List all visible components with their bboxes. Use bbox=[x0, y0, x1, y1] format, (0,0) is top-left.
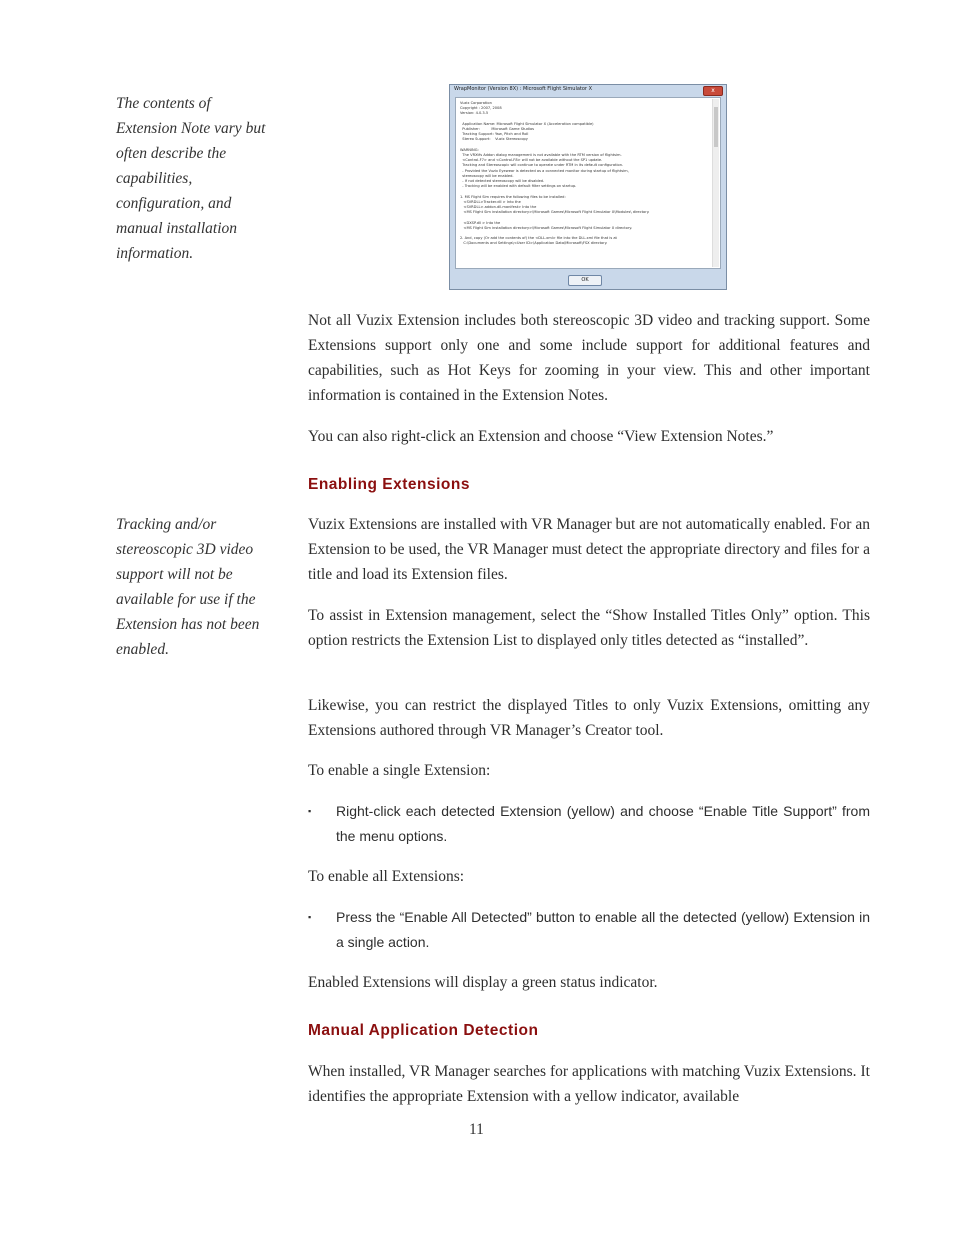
paragraph-installed-not-enabled: Vuzix Extensions are installed with VR Manager but are not automatically enabled. For an Extension to be used, the VR Manager must detect the appropriate directory and files for a title and load its Extension files. bbox=[308, 516, 870, 583]
ok-button: OK bbox=[568, 275, 602, 286]
paragraph-green-indicator: Enabled Extensions will display a green status indicator. bbox=[308, 974, 658, 991]
dialog-scrollbar bbox=[712, 99, 719, 267]
paragraph-vr-manager-search: When installed, VR Manager searches for applications with matching Vuzix Extensions. It identifies the appropriate Extension with a yellow indicator, available bbox=[308, 1063, 870, 1105]
scrollbar-thumb bbox=[714, 107, 718, 147]
paragraph-enable-single: To enable a single Extension: bbox=[308, 762, 491, 779]
side-note-tracking: Tracking and/or stereoscopic 3D video support will not be available for use if the Extension has not been enabled. bbox=[116, 516, 260, 658]
side-note-extension-notes: The contents of Extension Note vary but often describe the capabilities, configuration, and manual installation information. bbox=[116, 95, 266, 262]
paragraph-restrict-titles: Likewise, you can restrict the displayed Titles to only Vuzix Extensions, omitting any Extensions authored through VR Manager’s Creator tool. bbox=[308, 697, 870, 739]
dialog-title: WrapMonitor (Version 8X) : Microsoft Flight Simulator X bbox=[454, 86, 592, 92]
bullet-text: Press the “Enable All Detected” button to enable all the detected (yellow) Extension in a single action. bbox=[336, 909, 870, 950]
page-number: 11 bbox=[469, 1121, 484, 1138]
bullet-enable-single bbox=[308, 799, 870, 849]
bullet-marker: ▪ bbox=[308, 912, 312, 922]
bullet-enable-all bbox=[308, 905, 870, 955]
bullet-text: Right-click each detected Extension (yellow) and choose “Enable Title Support” from the menu options. bbox=[336, 803, 870, 844]
dialog-notes-text: Vuzix Corporation Copyright : 2007, 2008 Version: 4.0.3.5 Application Name: Microsoft Flight Simulator X (Acceleration compatible) Publisher: Microsoft Game Studios Tracking Support: Yaw, Pitch and Roll Stereo Support: Vuzix Stereoscopy WARNING: The VRXtfs Addon dialog management is not available with the RTM version of flightsim. <Control-F7> and <Control-F8> will not be available without the SP1 update. Tracking and Stereoscopic will continue to operate under RTM in its default configuration. - Provided the Vuzix Eyewear is detected as a connected monitor during startup of flightsim, stereoscopy will be enabled. - If not detected stereoscopy will be disabled. - Tracking will be enabled with default filter settings on startup. 1. MS Flight Sim requires the following files to be installed: <SVRDLL>Tracker.dll > Into the <SVRDLL>.addon.dll.manifest> Into the <MS Flight Sim installation directory>\Microsoft Games\Microsoft Flight Simulator X\Modules\ directory. <DXSP.dll > Into the <MS Flight Sim installation directory>\Microsoft Games\Microsoft Flight Simulator X directory. 2. And, copy (Or add the contents of) the <DLL.xml> file into the DLL.xml file that is at C:\Documents and Settings\<User ID>\Application Data\Microsoft\FSX directory. bbox=[460, 101, 650, 246]
dialog-body bbox=[455, 97, 721, 269]
extension-notes-dialog-screenshot bbox=[449, 84, 727, 290]
close-icon: x bbox=[703, 86, 723, 96]
bullet-marker: ▪ bbox=[308, 806, 312, 816]
heading-enabling-extensions: Enabling Extensions bbox=[308, 476, 470, 493]
paragraph-show-installed: To assist in Extension management, select the “Show Installed Titles Only” option. This option restricts the Extension List to displayed only titles detected as “installed”. bbox=[308, 607, 870, 649]
paragraph-view-notes: You can also right-click an Extension and choose “View Extension Notes.” bbox=[308, 428, 774, 445]
heading-manual-application-detection: Manual Application Detection bbox=[308, 1022, 539, 1039]
paragraph-extension-support: Not all Vuzix Extension includes both stereoscopic 3D video and tracking support. Some Extensions support only one and some include support for additional features and capabilities, such as Hot Keys for zooming in your view. This and other important information is contained in the Extension Notes. bbox=[308, 312, 870, 404]
paragraph-enable-all: To enable all Extensions: bbox=[308, 868, 465, 885]
